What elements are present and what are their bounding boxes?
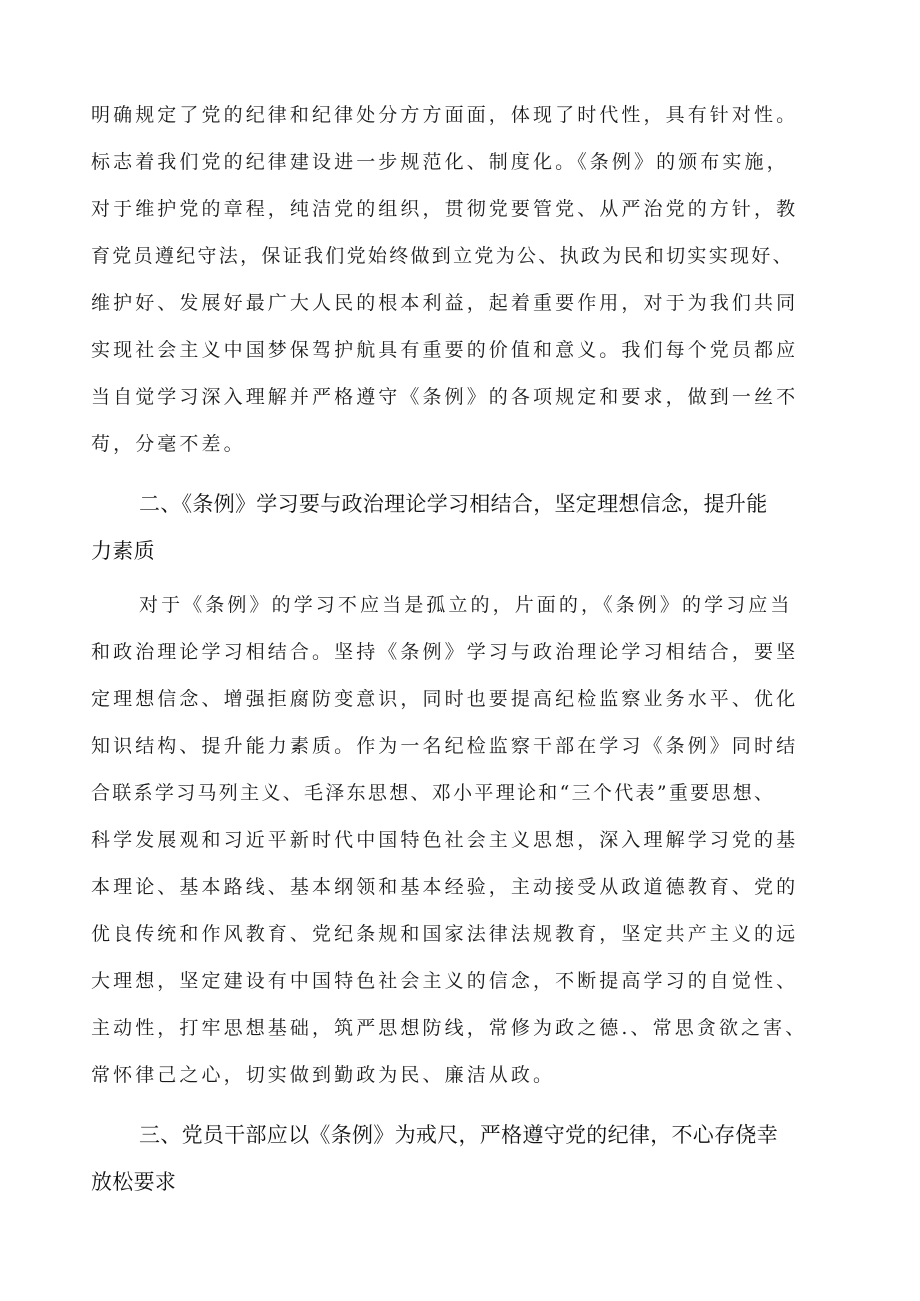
paragraph-1-line-5: 维护好、发展好最广大人民的根本利益，起着重要作用，对于为我们共同 [91,292,799,314]
paragraph-1-line-7: 当自觉学习深入理解并严格遵守《条例》的各项规定和要求，做到一丝不 [91,386,799,408]
paragraph-2-line-4: 知识结构、提升能力素质。作为一名纪检监察干部在学习《条例》同时结 [91,735,799,757]
paragraph-2-line-8: 优良传统和作风教育、党纪条规和国家法律法规教育，坚定共产主义的远 [91,923,799,945]
paragraph-1-line-1: 明确规定了党的纪律和纪律处分方方面面，体现了时代性，具有针对性。 [91,104,799,126]
paragraph-2-line-6: 科学发展观和习近平新时代中国特色社会主义思想，深入理解学习党的基 [91,829,799,851]
paragraph-2-line-9: 大理想，坚定建设有中国特色社会主义的信念，不断提高学习的自觉性、 [91,970,799,992]
paragraph-2-line-11: 常怀律己之心，切实做到勤政为民、廉洁从政。 [91,1064,556,1086]
paragraph-1-line-8: 苟，分毫不差。 [91,433,246,455]
paragraph-2-line-10: 主动性，打牢思想基础，筑严思想防线，常修为政之德.、常思贪欲之害、 [91,1017,808,1039]
paragraph-1-line-4: 育党员遵纪守法，保证我们党始终做到立党为公、执政为民和切实实现好、 [91,245,794,267]
paragraph-2-line-7: 本理论、基本路线、基本纲领和基本经验，主动接受从政道德教育、党的 [91,876,799,898]
paragraph-2-line-1: 对于《条例》的学习不应当是孤立的，片面的，《条例》的学习应当 [139,594,793,616]
section-heading-2-line-1: 二、《条例》学习要与政治理论学习相结合，坚定理想信念，提升能 [139,492,768,516]
paragraph-1-line-6: 实现社会主义中国梦保驾护航具有重要的价值和意义。我们每个党员都应 [91,339,799,361]
paragraph-1-line-3: 对于维护党的章程，纯洁党的组织，贯彻党要管党、从严治党的方针，教 [91,198,799,220]
paragraph-1-line-2: 标志着我们党的纪律建设进一步规范化、制度化。《条例》的颁布实施， [91,151,789,173]
paragraph-2-line-3: 定理想信念、增强拒腐防变意识，同时也要提高纪检监察业务水平、优化 [91,688,799,710]
section-heading-2-line-2: 力素质 [91,539,155,563]
paragraph-2-line-2: 和政治理论学习相结合。坚持《条例》学习与政治理论学习相结合，要坚 [91,641,799,663]
paragraph-2-line-5: 合联系学习马列主义、毛泽东思想、邓小平理论和“三个代表”重要思想、 [91,782,776,804]
section-heading-3-line-1: 三、党员干部应以《条例》为戒尺，严格遵守党的纪律，不心存侥幸 [139,1123,778,1147]
section-heading-3-line-2: 放松要求 [91,1170,177,1194]
